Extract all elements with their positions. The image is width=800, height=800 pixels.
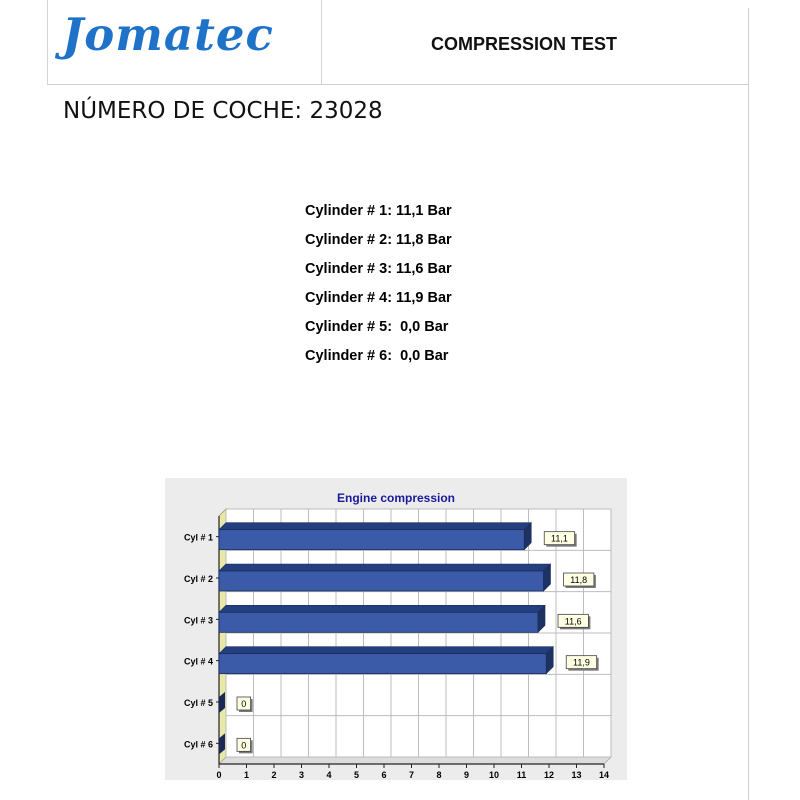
data-label: 0: [241, 740, 247, 751]
x-tick-label: 1: [243, 770, 250, 780]
bar-top-face: [219, 647, 553, 654]
x-tick-label: 7: [408, 770, 415, 780]
y-tick-label: Cyl # 2: [183, 574, 213, 584]
data-label: 11,1: [551, 533, 568, 544]
x-tick-label: 13: [571, 770, 582, 780]
data-label: 11,6: [564, 616, 582, 627]
x-tick-label: 3: [298, 770, 305, 780]
cylinder-reading: Cylinder # 1: 11,1 Bar: [305, 203, 452, 219]
x-tick-label: 5: [353, 770, 360, 780]
x-tick-label: 12: [543, 770, 555, 780]
report-header: [47, 0, 748, 85]
x-tick-label: 14: [598, 770, 610, 780]
data-label: 11,9: [573, 657, 590, 668]
x-tick-label: 4: [326, 770, 332, 780]
chart-plot: [165, 478, 627, 780]
bar: [219, 571, 544, 591]
bar: [219, 654, 546, 674]
x-tick-label: 9: [463, 770, 470, 780]
cylinder-reading: Cylinder # 2: 11,8 Bar: [305, 232, 452, 248]
jomatec-logo: Jomatec: [62, 8, 274, 61]
y-tick-label: Cyl # 1: [183, 532, 213, 543]
logo-cell: [48, 0, 322, 84]
plot-floor: [219, 757, 611, 764]
data-label: 11,8: [570, 575, 588, 585]
cylinder-readings: [305, 203, 452, 377]
bar: [219, 612, 538, 632]
bar-top-face: [219, 605, 545, 612]
document-title: COMPRESSION TEST: [431, 34, 618, 54]
y-tick-label: Cyl # 5: [183, 698, 213, 708]
x-tick-label: 10: [488, 770, 500, 780]
cylinder-reading: Cylinder # 3: 11,6 Bar: [305, 261, 452, 277]
cylinder-reading: Cylinder # 5: 0,0 Bar: [305, 319, 449, 335]
x-tick-label: 2: [271, 770, 277, 780]
bar: [219, 530, 524, 550]
x-tick-label: 0: [216, 770, 222, 780]
bar-top-face: [219, 523, 531, 530]
chart-title: Engine compression: [336, 491, 456, 505]
cylinder-reading: Cylinder # 4: 11,9 Bar: [305, 290, 452, 306]
engine-compression-chart: [165, 478, 627, 780]
y-tick-label: Cyl # 4: [183, 656, 213, 667]
x-tick-label: 6: [381, 770, 387, 780]
page-edge-divider: [748, 8, 749, 800]
y-tick-label: Cyl # 6: [183, 739, 213, 750]
x-tick-label: 8: [436, 770, 442, 780]
bar-top-face: [219, 564, 551, 571]
y-tick-label: Cyl # 3: [183, 615, 213, 626]
x-tick-label: 11: [516, 770, 527, 780]
car-number: NÚMERO DE COCHE: 23028: [63, 98, 383, 124]
cylinder-reading: Cylinder # 6: 0,0 Bar: [305, 348, 449, 364]
data-label: 0: [241, 699, 247, 709]
